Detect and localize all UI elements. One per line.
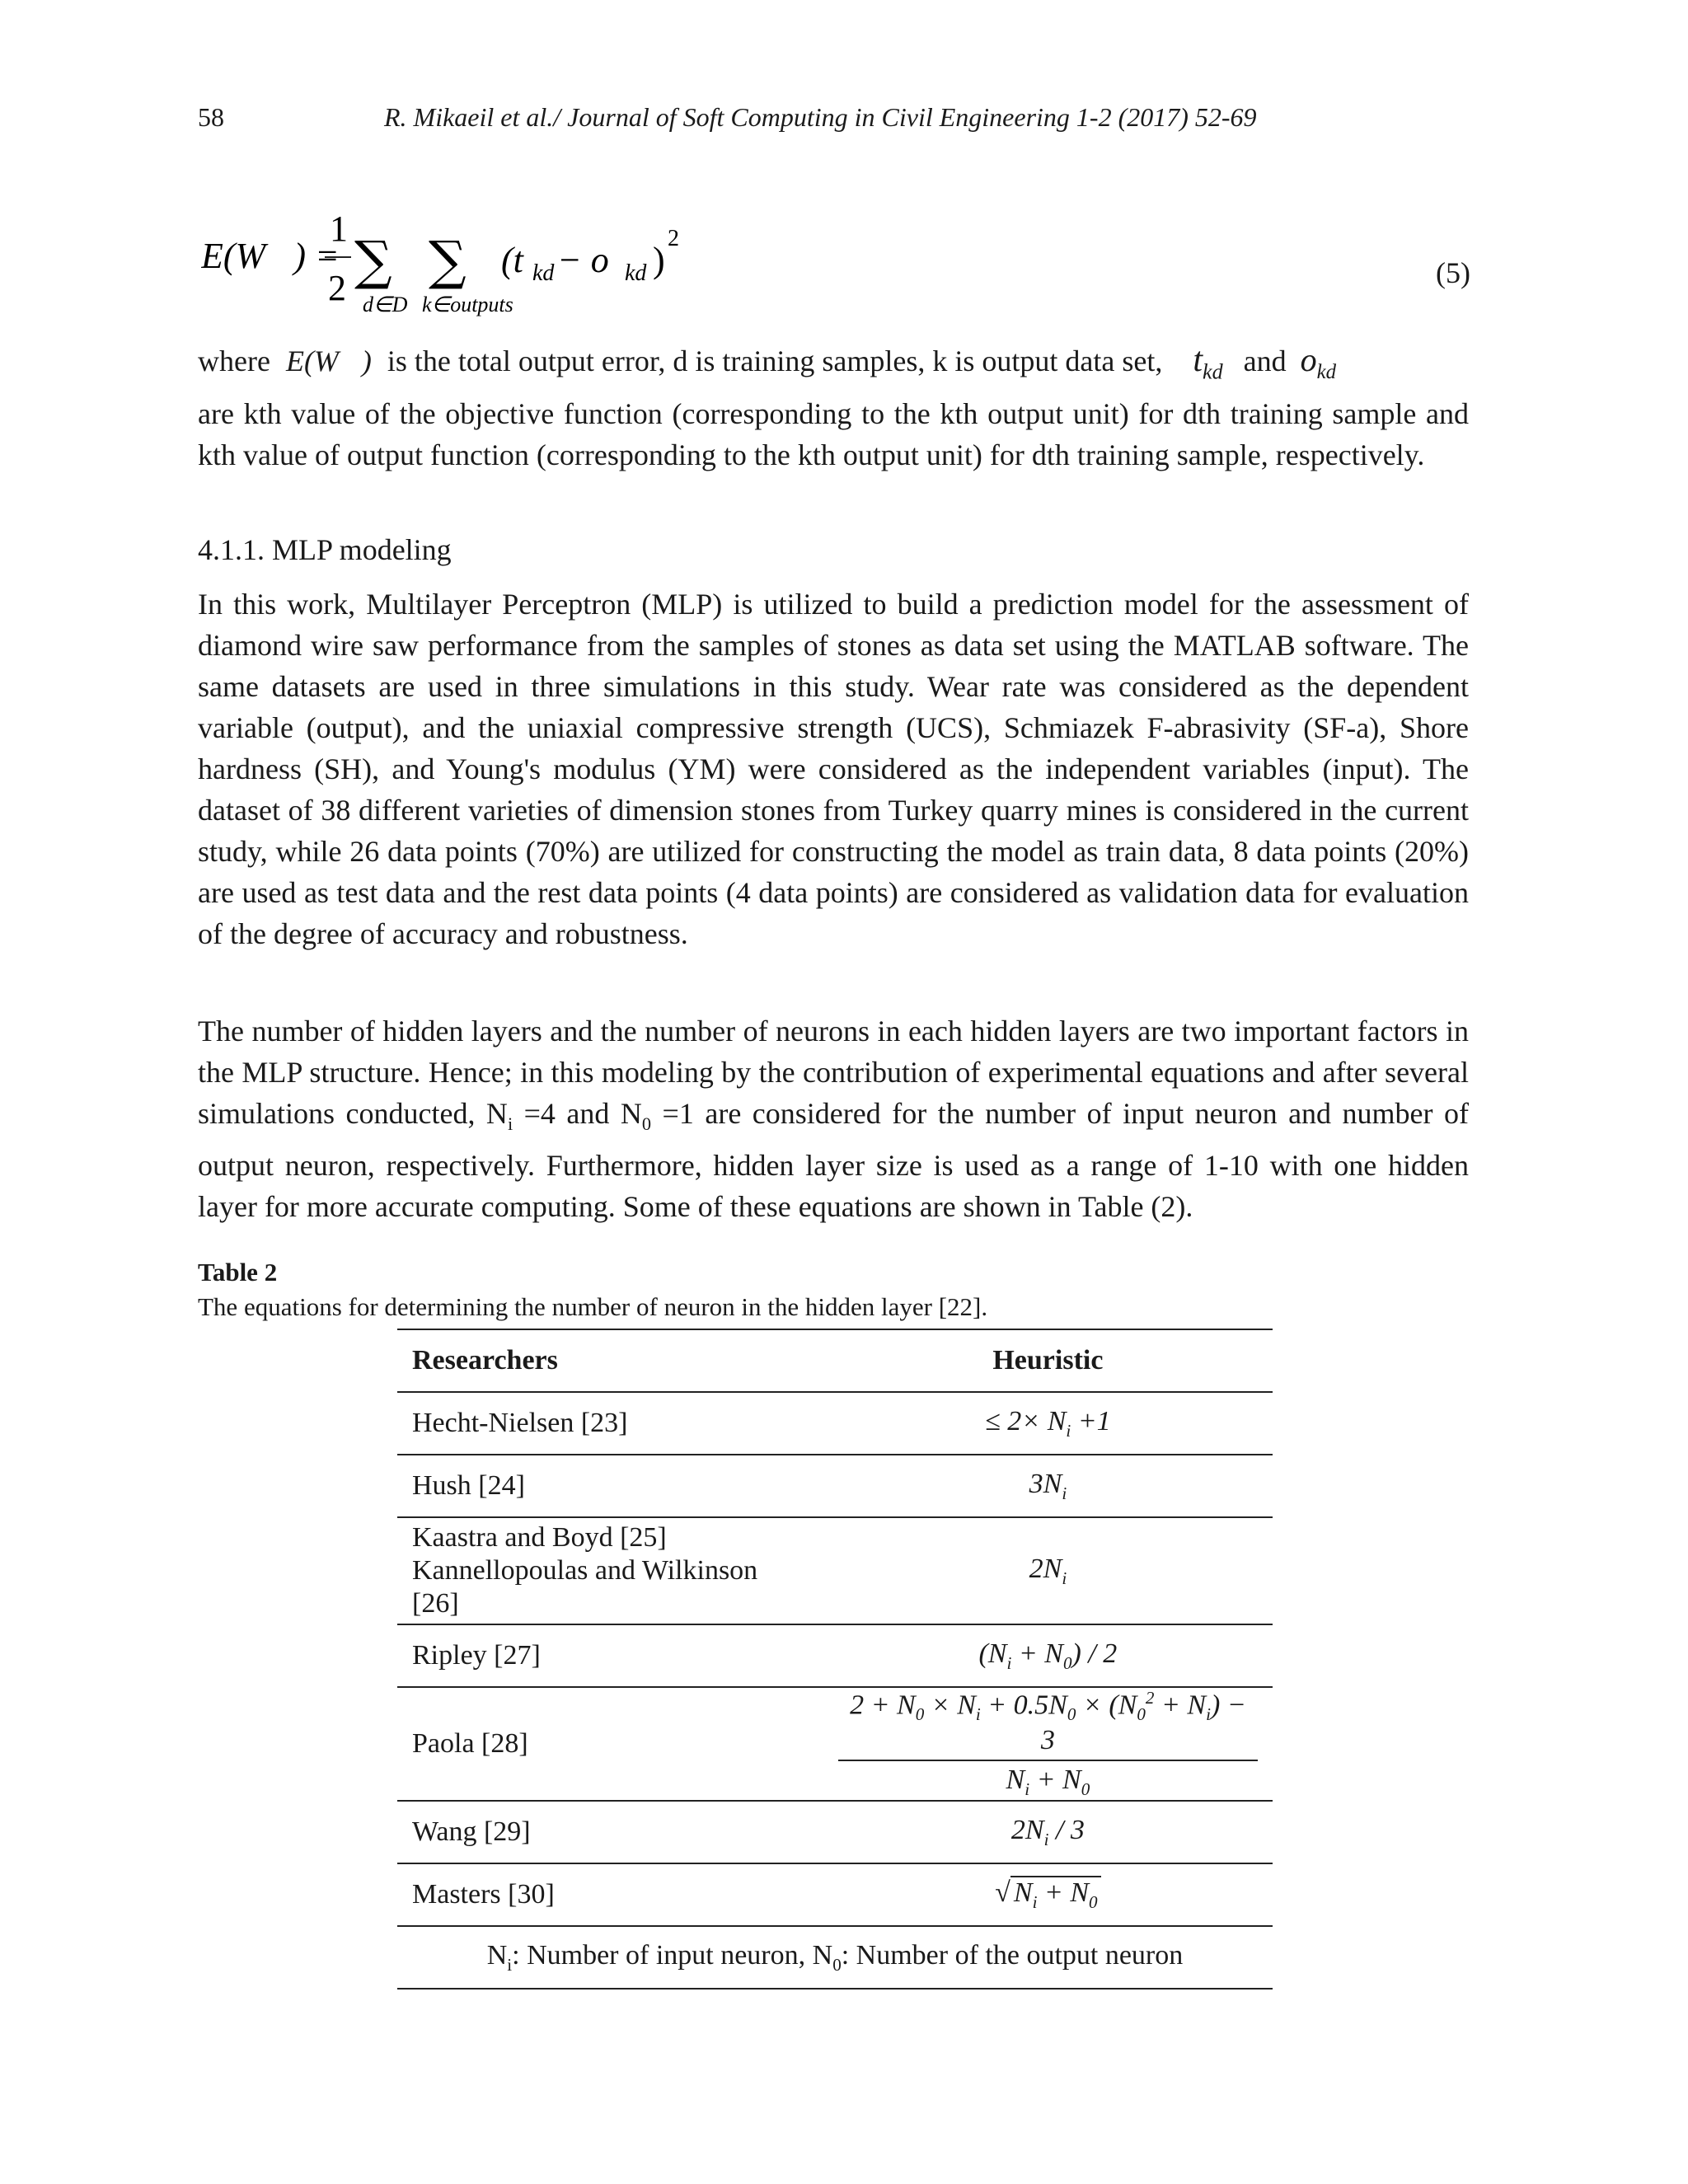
table-row <box>397 1801 1273 1863</box>
note-sub-i: i <box>507 1954 513 1975</box>
table-caption: The equations for determining the number of neuron in the hidden layer [22]. <box>198 1292 988 1321</box>
p-n2: × N <box>924 1690 976 1721</box>
where-word: where <box>198 344 270 377</box>
equation-number: (5) <box>1436 256 1470 289</box>
f-sub: 0 <box>1137 1704 1146 1725</box>
sqrt-icon: √ <box>995 1877 1010 1908</box>
heuristic-cell <box>823 1455 1273 1517</box>
t-subscript: kd <box>1203 359 1223 384</box>
table-header-row <box>397 1329 1273 1392</box>
eq-lhs: E(W⃗) = <box>201 236 340 276</box>
table-row <box>397 1455 1273 1517</box>
researcher-cell: Paola [28] <box>397 1687 823 1801</box>
table-row <box>397 1517 1273 1624</box>
f-wang: 2N <box>1010 1814 1044 1845</box>
col-heuristic: Heuristic <box>823 1329 1273 1392</box>
heuristic-cell <box>823 1517 1273 1624</box>
eq-sub-k: k∈outputs <box>422 293 513 316</box>
p-n4: × (N <box>1076 1690 1137 1721</box>
paola-fraction <box>838 1688 1258 1800</box>
page-number: 58 <box>198 102 224 132</box>
f-sub: i <box>975 1704 981 1725</box>
eq-one: 1 <box>330 209 348 249</box>
heuristic-cell <box>823 1687 1273 1801</box>
p2-sub-i: i <box>507 1113 513 1135</box>
f-sub: 0 <box>1089 1891 1098 1912</box>
p-n6: ) − 3 <box>1040 1690 1246 1756</box>
where-t <box>1193 341 1223 384</box>
eq-close: ) <box>653 240 665 280</box>
f-sub: 0 <box>1081 1779 1090 1799</box>
f-sub: i <box>1032 1891 1038 1912</box>
f-hecht: ≤ 2× N <box>985 1405 1067 1436</box>
where-text: is the total output error, d is training samples, k is output data set, <box>387 344 1163 377</box>
f-sub: i <box>1006 1652 1012 1673</box>
table-row <box>397 1687 1273 1801</box>
f-sub: 0 <box>915 1704 925 1725</box>
where-paragraph <box>198 340 1469 476</box>
where-rest: are kth value of the objective function (corresponding to the kth output unit) for dth training sample and kth value of output function (corresponding to the kth output unit) for dth training sample, respectively. <box>198 397 1469 471</box>
p2-a: The number of hidden layers and the number of neurons in each hidden layers are two important factors in the MLP structure. Hence; in this modeling by the contribution of experimental equations and after several simulations conducted, N <box>198 1015 1469 1130</box>
o-symbol: o <box>1300 341 1317 378</box>
t-symbol: t <box>1193 341 1203 379</box>
where-ew: E(W⃗) <box>285 344 372 377</box>
paola-denominator <box>1006 1761 1090 1800</box>
equation-graphic <box>201 198 1355 321</box>
table-row <box>397 1863 1273 1926</box>
researcher-cell: Hecht-Nielsen [23] <box>397 1392 823 1455</box>
researcher-cell: Wang [29] <box>397 1801 823 1863</box>
eq-two: 2 <box>328 268 346 308</box>
p-n1: 2 + N <box>850 1690 916 1721</box>
equation-5 <box>201 198 1470 321</box>
researcher-cell: Ripley [27] <box>397 1624 823 1687</box>
note-sub-0: 0 <box>832 1954 842 1975</box>
note-b: : Number of input neuron, N <box>512 1939 833 1971</box>
f-sub: i <box>1043 1829 1049 1849</box>
f-sub: i <box>1062 1568 1067 1588</box>
sqrt-body <box>1010 1876 1101 1912</box>
eq-paren-t: (t <box>501 240 523 280</box>
eq-sum-2: ∑ <box>429 231 467 292</box>
f-sup: 2 <box>1145 1688 1155 1708</box>
col-researchers: Researchers <box>397 1329 823 1392</box>
where-o <box>1300 341 1336 383</box>
where-and: and <box>1243 344 1287 377</box>
p-d2: + N <box>1029 1765 1081 1796</box>
f-masters: N <box>1013 1877 1033 1908</box>
researcher-cell: Masters [30] <box>397 1863 823 1926</box>
heuristics-table <box>397 1329 1273 1990</box>
p-d1: N <box>1006 1765 1025 1796</box>
researcher-cell: Hush [24] <box>397 1455 823 1517</box>
paragraph-mlp: In this work, Multilayer Perceptron (MLP) is utilized to build a prediction model for the assessment of diamond wire saw performance from the samples of stones as data set using the MATLAB software. The same datasets are used in three simulations in this study. Wear rate was considered as the dependent variable (output), and the uniaxial compressive strength (UCS), Schmiazek F-abrasivity (SF-a), Shore hardness (SH), and Young's modulus (YM) were considered as the independent variables (input). The dataset of 38 different varieties of dimension stones from Turkey quarry mines is considered in the current study, while 26 data points (70%) are utilized for constructing the model as train data, 8 data points (20%) are used as test data and the rest data points (4 data points) are considered as validation data for evaluation of the degree of accuracy and robustness. <box>198 588 1469 950</box>
p-n5: + N <box>1154 1690 1207 1721</box>
f-sub: i <box>1206 1704 1211 1725</box>
researcher-kaastra: Kaastra and Boyd [25] <box>412 1522 667 1553</box>
heuristic-cell <box>823 1624 1273 1687</box>
eq-o-sub: kd <box>625 260 647 286</box>
eq-sum-1: ∑ <box>354 231 392 292</box>
researcher-cell <box>397 1517 823 1624</box>
o-subscript: kd <box>1316 361 1336 383</box>
f-masters2: + N <box>1037 1877 1090 1908</box>
paragraph-hidden-layers <box>198 1010 1469 1227</box>
section-heading: 4.1.1. MLP modeling <box>198 533 452 566</box>
paola-numerator <box>838 1688 1258 1761</box>
table-row <box>397 1392 1273 1455</box>
heuristic-cell <box>823 1801 1273 1863</box>
p-n3: + 0.5N <box>980 1690 1067 1721</box>
p2-sub-0: 0 <box>641 1113 652 1135</box>
f-hecht-end: +1 <box>1071 1405 1111 1436</box>
f-hush: 3N <box>1029 1468 1062 1499</box>
f-ripley-c: ) / 2 <box>1071 1638 1118 1669</box>
f-sub: 0 <box>1067 1704 1076 1725</box>
note-c: : Number of the output neuron <box>841 1939 1184 1971</box>
f-sub: 0 <box>1062 1652 1072 1673</box>
heuristic-cell <box>823 1392 1273 1455</box>
table-note-row <box>397 1926 1273 1989</box>
f-ripley-a: (N <box>978 1638 1007 1669</box>
note-a: N <box>486 1939 508 1971</box>
eq-t-sub: kd <box>532 260 555 286</box>
eq-minus-o: − o <box>557 240 609 280</box>
f-kaastra: 2N <box>1029 1553 1062 1584</box>
table-label: Table 2 <box>198 1258 278 1286</box>
heuristic-cell <box>823 1863 1273 1926</box>
f-sub: i <box>1062 1483 1067 1503</box>
f-sub: i <box>1025 1779 1030 1799</box>
p2-c: =1 are considered for the number of input neuron and number of output neuron, respectively. Furthermore, hidden layer size is used as a range of 1-10 with one hidden layer for more accurate computing. Some of these equations are shown in Table (2). <box>198 1097 1469 1224</box>
p2-b: =4 and N <box>513 1097 642 1130</box>
f-ripley-b: + N <box>1011 1638 1063 1669</box>
f-sub: i <box>1066 1420 1071 1441</box>
running-head: R. Mikaeil et al./ Journal of Soft Computing in Civil Engineering 1-2 (2017) 52-69 <box>384 102 1257 132</box>
table-note <box>397 1926 1273 1989</box>
f-wang-end: / 3 <box>1048 1814 1085 1845</box>
eq-sub-d: d∈D <box>363 293 408 316</box>
eq-square: 2 <box>668 226 679 251</box>
table-row <box>397 1624 1273 1687</box>
researcher-kannellopoulas: Kannellopoulas and Wilkinson [26] <box>412 1555 758 1619</box>
